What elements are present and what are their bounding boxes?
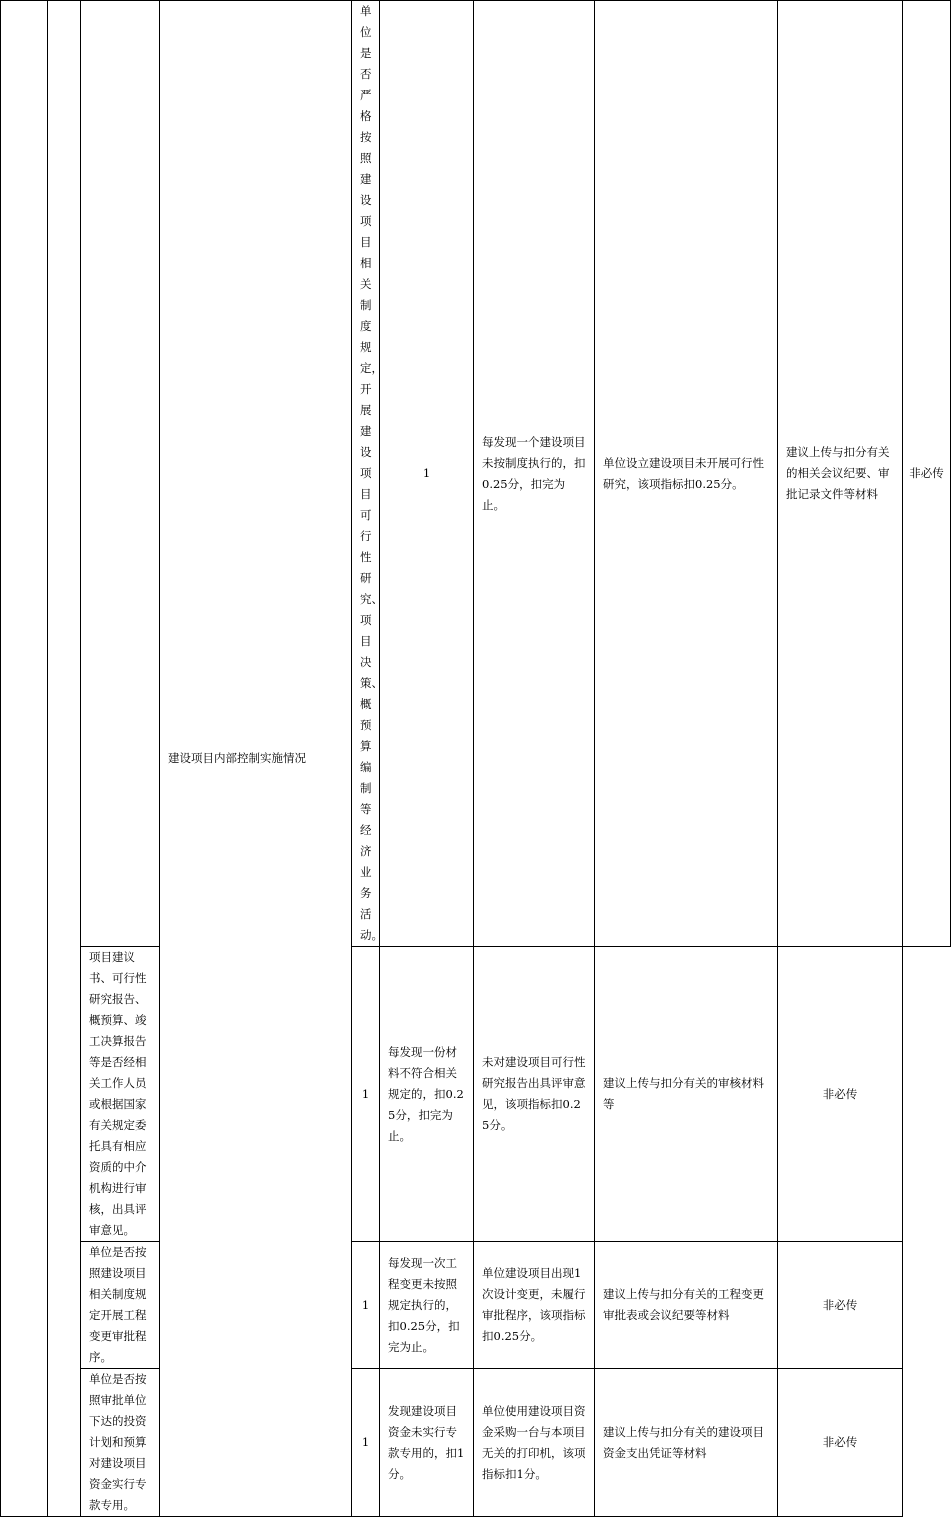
required-cell: 非必传 (778, 947, 903, 1242)
table-row (1, 1369, 951, 1517)
table-row (1, 1242, 951, 1369)
score-cell: 1 (352, 1369, 380, 1517)
index-cell (1, 1, 48, 1517)
standard-cell: 单位是否按照审批单位下达的投资计划和预算对建设项目资金实行专款专用。 (81, 1369, 160, 1517)
standard-cell: 项目建议书、可行性研究报告、概预算、竣工决算报告等是否经相关工作人员或根据国家有关规定委托具有相应资质的中介机构进行审核，出具评审意见。 (81, 947, 160, 1242)
standard-cell: 单位是否按照建设项目相关制度规定开展工程变更审批程序。 (81, 1242, 160, 1369)
table-row (1, 1, 951, 947)
material-cell: 建议上传与扣分有关的审核材料等 (595, 947, 778, 1242)
example-cell: 单位建设项目出现1次设计变更，未履行审批程序，该项指标扣0.25分。 (474, 1242, 595, 1369)
example-cell: 单位设立建设项目未开展可行性研究，该项指标扣0.25分。 (595, 1, 778, 947)
category-cell: 建设项目内部控制实施情况 (160, 1, 352, 1517)
example-cell: 单位使用建设项目资金采购一台与本项目无关的打印机，该项指标扣1分。 (474, 1369, 595, 1517)
category-spacer-top (81, 1, 160, 947)
rule-cell: 每发现一个建设项目未按制度执行的，扣0.25分，扣完为止。 (474, 1, 595, 947)
score-cell: 1 (352, 1242, 380, 1369)
table-row (1, 947, 951, 1242)
material-cell: 建议上传与扣分有关的相关会议纪要、审批记录文件等材料 (778, 1, 903, 947)
required-cell: 非必传 (778, 1242, 903, 1369)
rule-cell: 每发现一次工程变更未按照规定执行的，扣0.25分，扣完为止。 (380, 1242, 474, 1369)
group-cell (48, 1, 81, 1517)
required-cell: 非必传 (778, 1369, 903, 1517)
material-cell: 建议上传与扣分有关的建设项目资金支出凭证等材料 (595, 1369, 778, 1517)
example-cell: 未对建设项目可行性研究报告出具评审意见，该项指标扣0.25分。 (474, 947, 595, 1242)
rule-cell: 发现建设项目资金未实行专款专用的，扣1分。 (380, 1369, 474, 1517)
rule-cell: 每发现一份材料不符合相关规定的，扣0.25分，扣完为止。 (380, 947, 474, 1242)
score-cell: 1 (380, 1, 474, 947)
material-cell: 建议上传与扣分有关的工程变更审批表或会议纪要等材料 (595, 1242, 778, 1369)
required-cell: 非必传 (903, 1, 951, 947)
score-cell: 1 (352, 947, 380, 1242)
standard-cell: 单位是否严格按照建设项目相关制度规定，开展建设项目可行性研究、项目决策、概预算编制等经济业务活动。 (352, 1, 380, 947)
